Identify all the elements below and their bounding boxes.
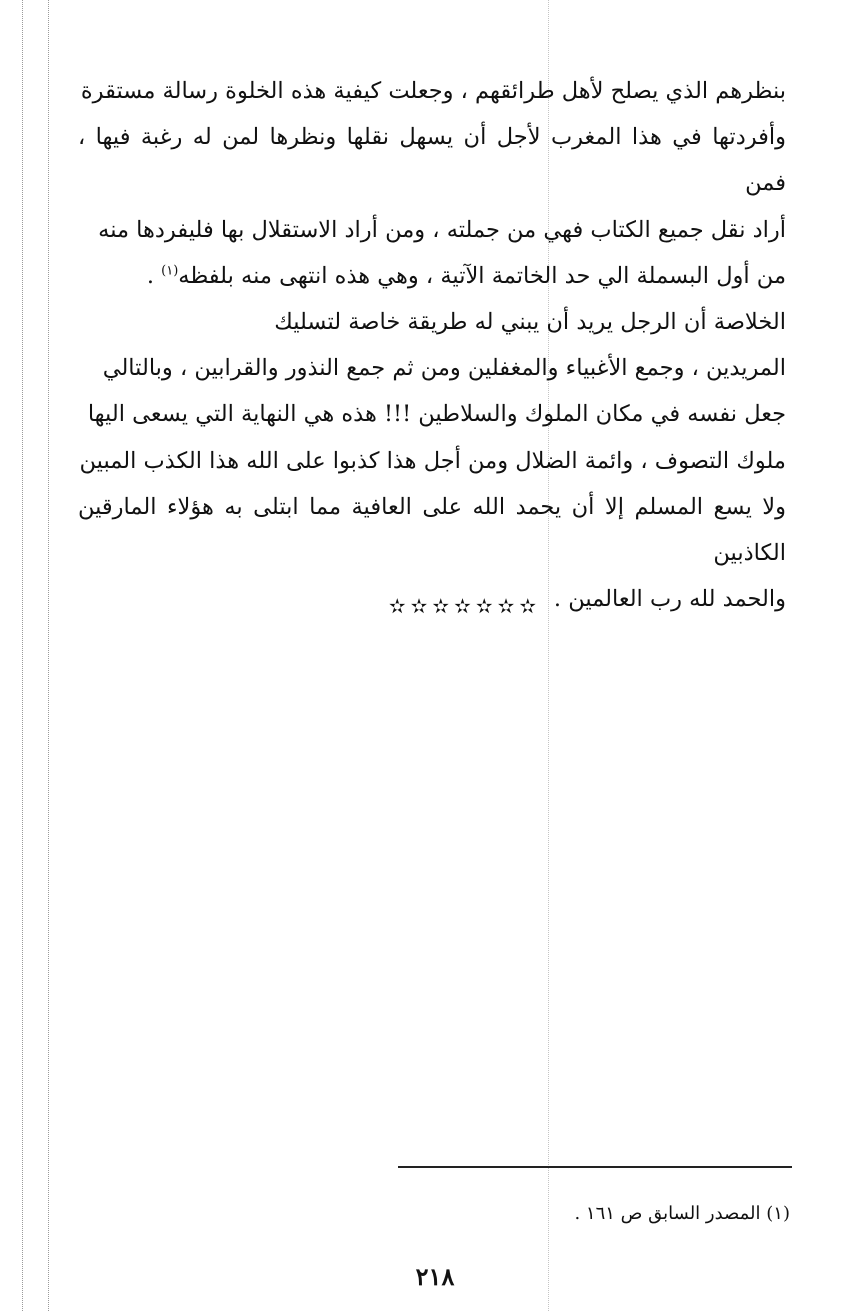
paragraph-2-line-3: جعل نفسه في مكان الملوك والسلاطين !!! هذه هي النهاية التي يسعى اليها — [87, 401, 786, 428]
paragraph-1-end-punctuation: . — [146, 262, 162, 289]
paragraph-2-line-4: ملوك التصوف ، وائمة الضلال ومن أجل هذا كذبوا على الله هذا الكذب المبين — [79, 447, 786, 474]
paragraph-2-line-2: المريدين ، وجمع الأغبياء والمغفلين ومن ثم جمع النذور والقرابين ، وبالتالي — [102, 355, 786, 382]
footnote-reference-marker: (١) — [161, 263, 179, 279]
paragraph-2-line-6: والحمد لله رب العالمين . — [553, 586, 786, 613]
paragraph-1-line-4-text: من أول البسملة الي حد الخاتمة الآتية ، وهي هذه انتهى منه بلفظه — [178, 262, 786, 289]
page-number: ٢١٨ — [415, 1262, 455, 1291]
paragraph-2-line-1: الخلاصة أن الرجل يريد أن يبني له طريقة خاصة لتسليك — [274, 309, 786, 336]
scan-artifact-line-left-inner — [48, 0, 49, 1311]
paragraph-2-line-5: ولا يسع المسلم إلا أن يحمد الله على العافية مما ابتلى به هؤلاء المارقين الكاذبين — [78, 493, 786, 567]
scan-artifact-line-left — [22, 0, 23, 1311]
section-separator-stars: ✫✫✫✫✫✫✫ — [388, 594, 542, 618]
paragraph-1-line-3: أراد نقل جميع الكتاب فهي من جملته ، ومن أراد الاستقلال بها فليفردها منه — [98, 216, 786, 243]
body-text — [78, 68, 786, 622]
paragraph-1-line-2: وأفردتها في هذا المغرب لأجل أن يسهل نقلها ونظرها لمن له رغبة فيها ، فمن — [78, 124, 786, 197]
footnote-divider — [398, 1166, 792, 1168]
paragraph-1-line-4 — [78, 253, 786, 299]
paragraph-1-line-1: بنظرهم الذي يصلح لأهل طرائقهم ، وجعلت كيفية هذه الخلوة رسالة مستقرة — [80, 78, 786, 104]
footnote: (١) المصدر السابق ص ١٦١ . — [574, 1203, 790, 1224]
